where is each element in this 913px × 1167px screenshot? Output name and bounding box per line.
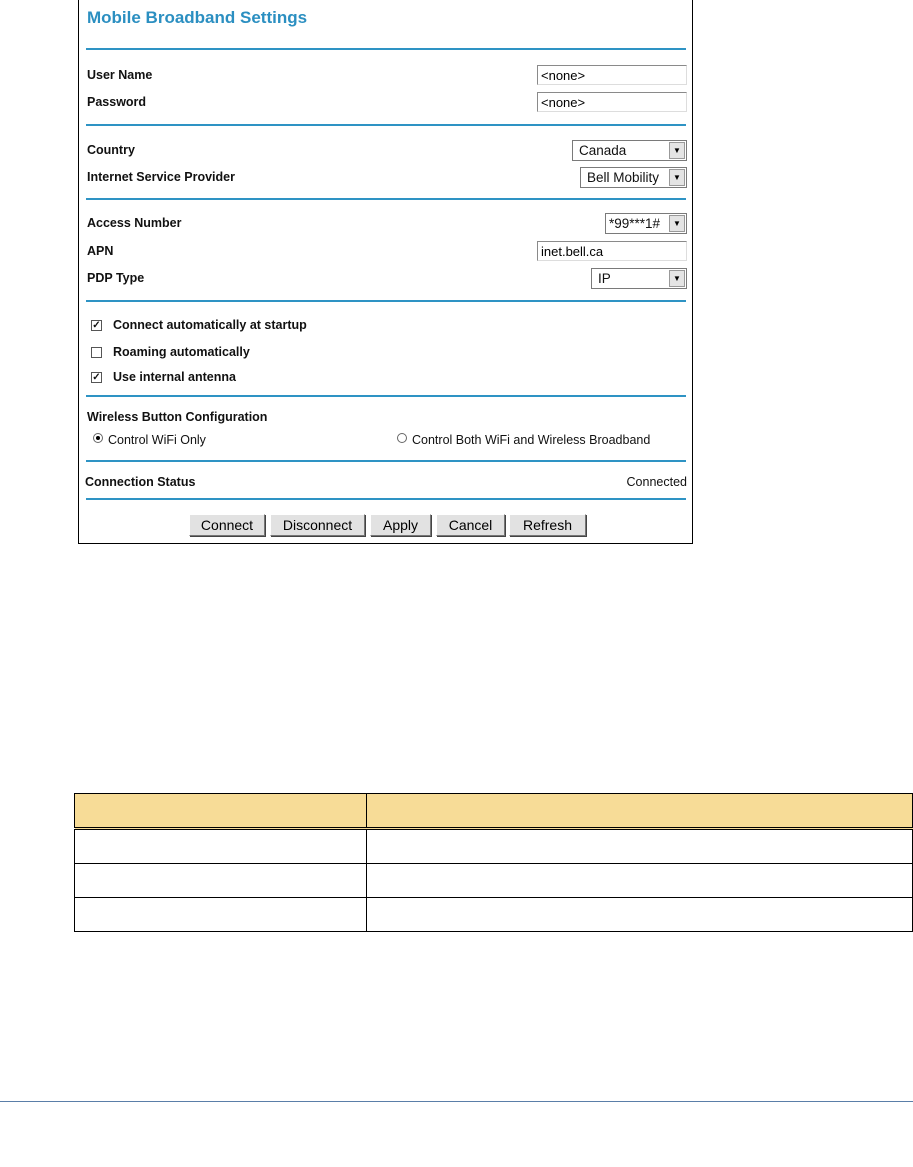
access-number-select[interactable]	[605, 213, 687, 234]
wifi-and-broadband-label: Control Both WiFi and Wireless Broadband	[412, 433, 651, 447]
password-row	[87, 92, 687, 114]
radio-wifi-and-broadband[interactable]	[397, 433, 407, 443]
connection-status-value: Connected	[626, 475, 687, 489]
country-select[interactable]	[572, 140, 687, 161]
internal-antenna-row	[87, 370, 687, 392]
divider	[86, 198, 686, 200]
chevron-down-icon[interactable]: ▼	[669, 270, 685, 287]
document-table	[74, 793, 913, 932]
connect-auto-label: Connect automatically at startup	[113, 318, 307, 332]
divider	[86, 395, 686, 397]
table-cell	[367, 864, 913, 898]
divider	[86, 300, 686, 302]
table-header-cell	[75, 794, 367, 829]
table-cell	[367, 829, 913, 864]
internal-antenna-label: Use internal antenna	[113, 370, 236, 384]
roaming-auto-row	[87, 345, 687, 367]
pdp-type-value: IP	[598, 271, 611, 286]
table-cell	[75, 829, 367, 864]
divider	[86, 48, 686, 50]
divider	[86, 124, 686, 126]
user-name-row	[87, 65, 687, 87]
apn-row	[87, 241, 687, 263]
isp-label: Internet Service Provider	[87, 170, 235, 184]
apply-button[interactable]: Apply	[370, 514, 431, 536]
radio-wifi-only[interactable]	[93, 433, 103, 443]
pdp-type-row	[87, 268, 687, 290]
divider	[86, 460, 686, 462]
connect-button[interactable]: Connect	[189, 514, 265, 536]
table-row	[75, 898, 913, 932]
apn-label: APN	[87, 244, 114, 258]
user-name-input[interactable]	[537, 65, 687, 85]
chevron-down-icon[interactable]: ▼	[669, 215, 685, 232]
roaming-auto-checkbox[interactable]	[91, 347, 102, 358]
connect-auto-row	[87, 318, 687, 340]
roaming-auto-label: Roaming automatically	[113, 345, 250, 359]
table-row	[75, 829, 913, 864]
connection-status-label: Connection Status	[85, 475, 196, 489]
internal-antenna-checkbox[interactable]: ✓	[92, 372, 101, 383]
cancel-button[interactable]: Cancel	[436, 514, 505, 536]
table-cell	[75, 864, 367, 898]
table-header-row	[75, 794, 913, 829]
table-cell	[75, 898, 367, 932]
country-row	[87, 140, 687, 162]
pdp-type-label: PDP Type	[87, 271, 145, 285]
country-label: Country	[87, 143, 135, 157]
mobile-broadband-settings-panel	[78, 0, 693, 544]
wifi-only-label: Control WiFi Only	[108, 433, 206, 447]
refresh-button[interactable]: Refresh	[509, 514, 586, 536]
user-name-label: User Name	[87, 68, 153, 82]
table-row	[75, 864, 913, 898]
wireless-button-label: Wireless Button Configuration	[87, 410, 268, 424]
connection-status-row	[87, 472, 687, 494]
isp-row	[87, 167, 687, 189]
wireless-button-row	[87, 408, 687, 430]
divider	[86, 498, 686, 500]
access-number-value: *99***1#	[609, 216, 661, 231]
access-number-label: Access Number	[87, 216, 182, 230]
access-number-row	[87, 213, 687, 235]
isp-select[interactable]	[580, 167, 687, 188]
password-label: Password	[87, 95, 147, 109]
password-input[interactable]	[537, 92, 687, 112]
country-value: Canada	[579, 143, 627, 158]
table-header-cell	[367, 794, 913, 829]
isp-value: Bell Mobility	[587, 170, 660, 185]
footer-divider	[0, 1101, 913, 1102]
pdp-type-select[interactable]	[591, 268, 687, 289]
apn-input[interactable]	[537, 241, 687, 261]
chevron-down-icon[interactable]: ▼	[669, 169, 685, 186]
disconnect-button[interactable]: Disconnect	[270, 514, 365, 536]
connect-auto-checkbox[interactable]: ✓	[92, 320, 101, 331]
table-cell	[367, 898, 913, 932]
page-title: Mobile Broadband Settings	[87, 8, 308, 27]
chevron-down-icon[interactable]: ▼	[669, 142, 685, 159]
